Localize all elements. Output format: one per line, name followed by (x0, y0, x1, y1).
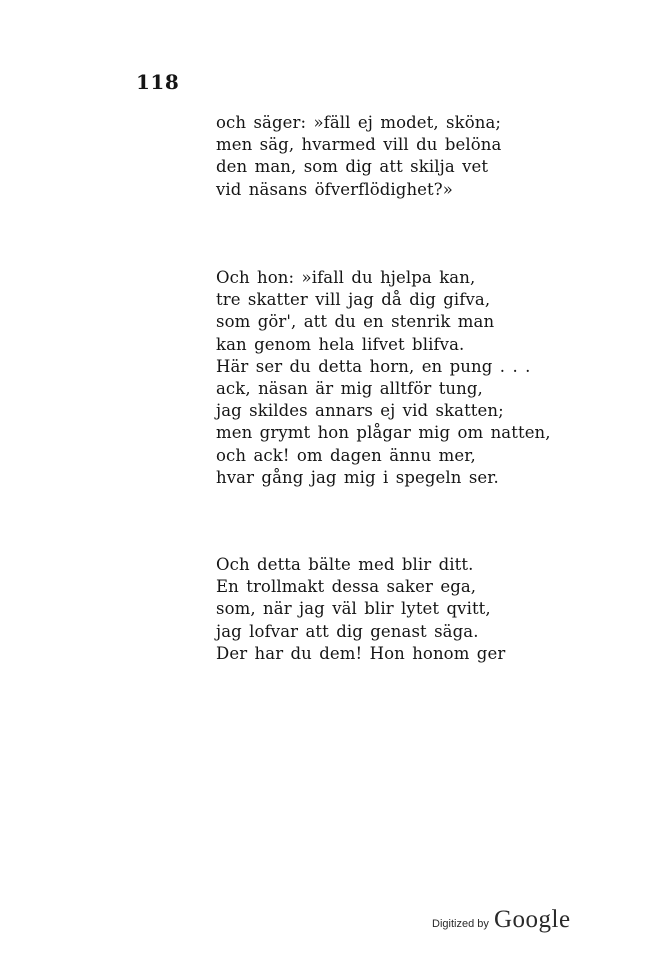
verse-line: ack, näsan är mig alltför tung, (216, 379, 483, 399)
verse-line: Och hon: »ifall du hjelpa kan, (216, 268, 476, 287)
stanza (216, 267, 551, 489)
verse-line: jag lofvar att dig genast säga. (216, 621, 479, 641)
verse-line: och säger: »fäll ej modet, sköna; (216, 113, 502, 132)
page-number: 118 (136, 70, 180, 94)
stanza (216, 112, 501, 201)
google-watermark (432, 906, 571, 934)
verse-line: som, när jag väl blir lytet qvitt, (216, 599, 491, 619)
verse-line: Och detta bälte med blir ditt. (216, 555, 474, 574)
digitized-by-label: Digitized by (432, 918, 489, 930)
verse-line: men säg, hvarmed vill du belöna (216, 135, 502, 155)
google-logo: Google (493, 906, 571, 933)
verse-line: Der har du dem! Hon honom ger (216, 643, 506, 663)
verse-line: kan genom hela lifvet blifva. (216, 334, 465, 354)
verse-line: jag skildes annars ej vid skatten; (216, 401, 504, 421)
verse-line: men grymt hon plågar mig om natten, (216, 423, 551, 443)
verse-line: som gör', att du en stenrik man (216, 312, 495, 332)
verse-line: Här ser du detta horn, en pung . . . (216, 356, 531, 376)
verse-line: hvar gång jag mig i spegeln ser. (216, 467, 499, 487)
verse-line: och ack! om dagen ännu mer, (216, 445, 476, 465)
verse-line: den man, som dig att skilja vet (216, 157, 489, 177)
verse-line: En trollmakt dessa saker ega, (216, 577, 477, 597)
verse-line: tre skatter vill jag då dig gifva, (216, 290, 491, 310)
verse-line: vid näsans öfverflödighet?» (216, 179, 453, 199)
stanza (216, 554, 505, 665)
